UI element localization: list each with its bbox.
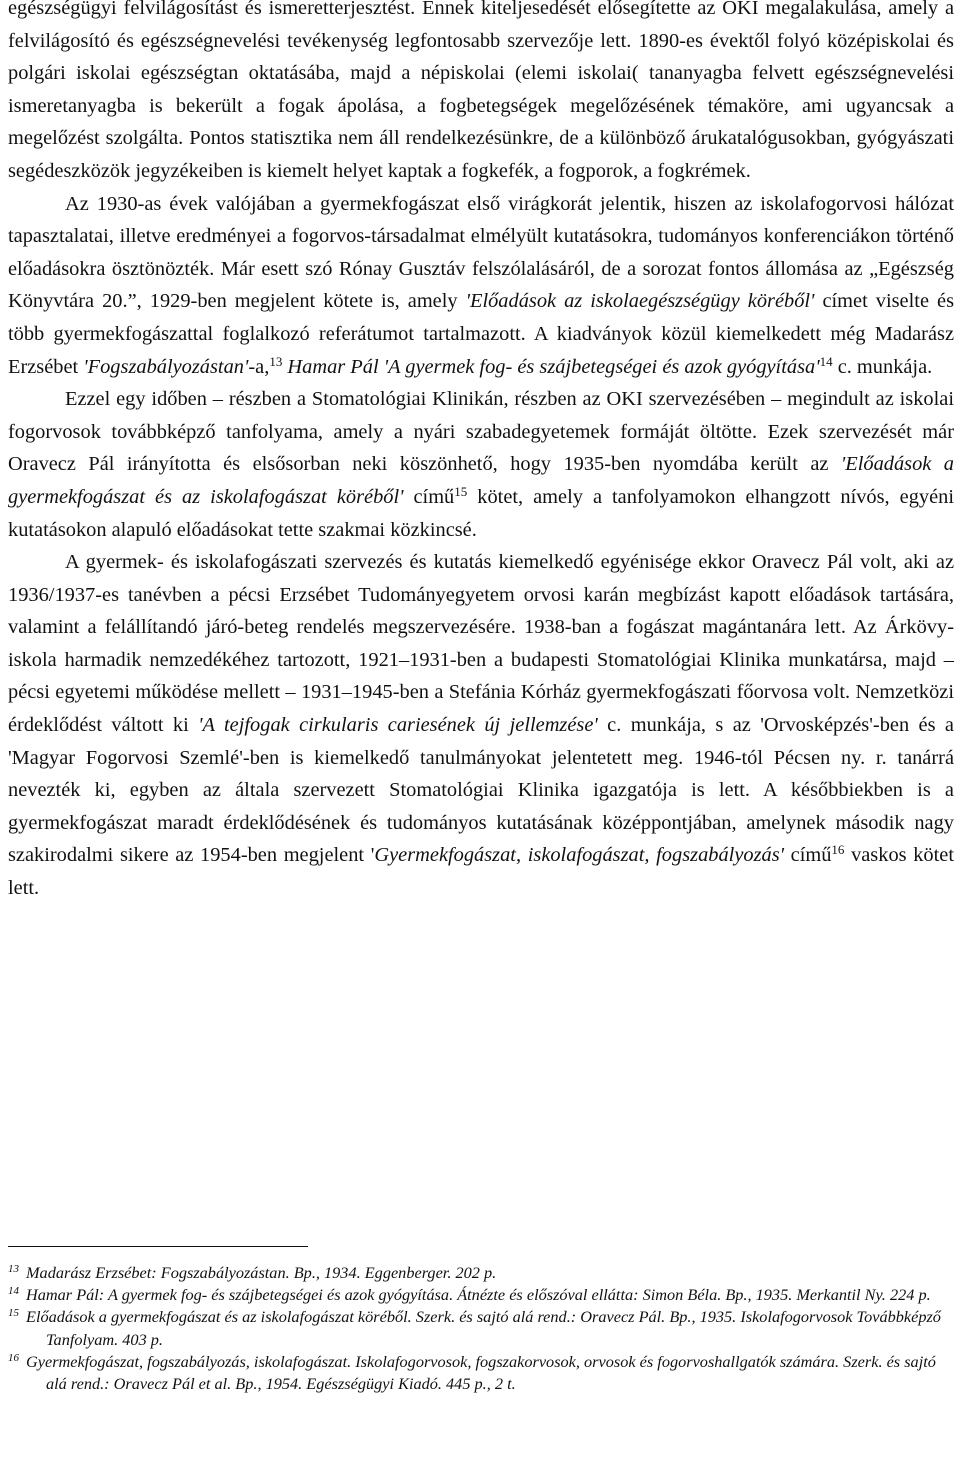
italic-title: Gyermekfogászat, iskolafogászat, fogszabályozás' [374, 844, 784, 867]
footnote: $^{13}$ Madarász Erzsébet: Fogszabályozástan. Bp., 1934. Eggenberger. 202 p. [8, 1263, 497, 1282]
footnote-reference: 15 [454, 483, 468, 499]
footnote-text: Hamar Pál: A gyermek fog- és szájbetegségei és azok gyógyítása. Átnézte és előszóval ellátta: Simon Béla. Bp., 1935. Merkantil Ny. 224 p. [26, 1285, 931, 1305]
text-run: kötet, amely a tanfolyamokon elhangzott nívós, egyéni kutatásokon alapuló előadásokat tette szakmai közkincsé. [8, 485, 955, 541]
footnote-text: Előadások a gyermekfogászat és az iskolafogászat köréből. Szerk. és sajtó alá rend.: Oravecz Pál. Bp., 1935. Iskolafogorvosok Továbbképző Tanfolyam. 403 p. [26, 1307, 941, 1349]
paragraph [8, 0, 954, 188]
paragraph [8, 546, 954, 905]
footnote-text: Gyermekfogászat, fogszabályozás, iskolafogászat. Iskolafogorvosok, fogszakorvosok, orvosok és fogorvoshallgatók számára. Szerk. és sajtó alá rend.: Oravecz Pál et al. Bp., 1954. Egészségügyi Kiadó. 445 p., 2 t. [26, 1351, 936, 1394]
document-page [8, 0, 954, 905]
footnote: $^{14}$ Hamar Pál: A gyermek fog- és szájbetegségei és azok gyógyítása. Átnézte és előszóval ellátta: Simon Béla. Bp., 1935. Merkantil Ny. 224 p. [8, 1285, 931, 1305]
footnote-reference: 13 [269, 353, 283, 369]
text-run: címet viselte és több gyermekfogászattal foglalkozó referátumot tartalmazott. A kiadványok közül kiemelkedett még Madarász Erzsébet [8, 290, 954, 378]
text-run: c. munkája, s az 'Orvosképzés'-ben és a 'Magyar Fogorvosi Szemlé'-ben is kiemelkedő tanulmányokat jelentetett meg. 1946-tól Pécsen ny. r. tanárrá nevezték ki, egyben az általa szervezett Stomatológiai Klinika igazgatója is lett. A későbbiekben is a gyermekfogászat maradt érdeklődésének és tudományos kutatásának középpontjában, amelynek második nagy szakirodalmi sikere az 1954-ben megjelent ' [8, 714, 954, 867]
paragraph [8, 383, 954, 546]
italic-title: Hamar Pál 'A gyermek fog- és szájbetegségei és azok gyógyítása' [287, 355, 820, 378]
text-run: egészségügyi felvilágosítást és ismeretterjesztést. Ennek kiteljesedését elősegítette az OKI megalakulása, amely a felvilágosító és egészségnevelési tevékenység legfontosabb szervezője lett. 1890-es évektől folyó középiskolai és polgári iskolai egészségtan oktatásába, majd a népiskolai (elemi iskolai( tananyagba felvett egészségnevelési ismeretanyagba is bekerült a fogak ápolása, a fogbetegségek megelőzésének témaköre, ami ugyancsak a megelőzést szolgálta. Pontos statisztika nem áll rendelkezésünkre, de a különböző árukatalógusokban, gyógyászati segédeszközök jegyzékeiben is kiemelt helyet kaptak a fogkefék, a fogporok, a fogkrémek. [8, 0, 954, 182]
text-run: A gyermek- és iskolafogászati szervezés és kutatás kiemelkedő egyénisége ekkor Oravecz Pál volt, aki az 1936/1937-es tanévben a pécsi Erzsébet Tudományegyetem orvosi karán megbízást kapott előadások tartására, valamint a felállítandó járó-beteg rendelés megszervezésére. 1938-ban a fogászat magántanára lett. Az Árkövy-iskola harmadik nemzedékéhez tartozott, 1921–1931-ben a budapesti Stomatológiai Klinika munkatársa, majd – pécsi egyetemi működése mellett – 1931–1945-ben a Stefánia Kórház gyermekfogászati főorvosa volt. Nemzetközi érdeklődést váltott ki [8, 551, 954, 737]
footnotes [8, 1262, 954, 1395]
paragraph [8, 188, 954, 384]
text-run: c. munkája. [832, 355, 933, 378]
text-run: Az 1930-as évek valójában a gyermekfogászat első virágkorát jelentik, hiszen az iskolafogorvosi hálózat tapasztalatai, illetve eredményei a fogorvos-társadalmat elmélyült kutatásokra, tudományos konferenciákon történő előadásokra ösztönözték. Már esett szó Rónay Gusztáv felszólalásáról, de a sorozat fontos állomása az „Egészség Könyvtára 20.”, 1929-ben megjelent kötete is, amely [8, 192, 954, 313]
footnote-reference: 14 [819, 353, 833, 369]
footnote-separator [8, 1246, 308, 1247]
italic-title: 'A tejfogak cirkularis cariesének új jellemzése' [198, 714, 598, 737]
italic-title: 'Előadások a gyermekfogászat és az iskolafogászat köréből' [8, 453, 954, 508]
text-run: című [403, 485, 455, 508]
italic-title: 'Előadások az iskolaegészségügy köréből' [465, 290, 815, 313]
text-run: című [784, 844, 832, 867]
italic-title: 'Fogszabályozástan' [83, 355, 249, 378]
footnote-text: Madarász Erzsébet: Fogszabályozástan. Bp., 1934. Eggenberger. 202 p. [26, 1263, 497, 1282]
text-run: Ezzel egy időben – részben a Stomatológiai Klinikán, részben az OKI szervezésében – megindult az iskolai fogorvosok továbbképző tanfolyama, amely a nyári szabadegyetemek formáját öltötte. Ezek szervezését már Oravecz Pál irányította és elsősorban neki köszönhető, hogy 1935-ben nyomdába került az [8, 388, 954, 476]
body-text [8, 0, 954, 905]
footnote: $^{15}$ Előadások a gyermekfogászat és az iskolafogászat köréből. Szerk. és sajtó alá rend.: Oravecz Pál. Bp., 1935. Iskolafogorvosok Továbbképző Tanfolyam. 403 p. [8, 1307, 941, 1349]
footnote: $^{16}$ Gyermekfogászat, fogszabályozás, iskolafogászat. Iskolafogorvosok, fogszakorvosok, orvosok és fogorvoshallgatók számára. Szerk. és sajtó alá rend.: Oravecz Pál et al. Bp., 1954. Egészségügyi Kiadó. 445 p., 2 t. [8, 1351, 936, 1394]
footnote-reference: 16 [831, 842, 845, 858]
text-run: -a, [248, 355, 270, 378]
text-run: vaskos kötet lett. [8, 844, 954, 900]
